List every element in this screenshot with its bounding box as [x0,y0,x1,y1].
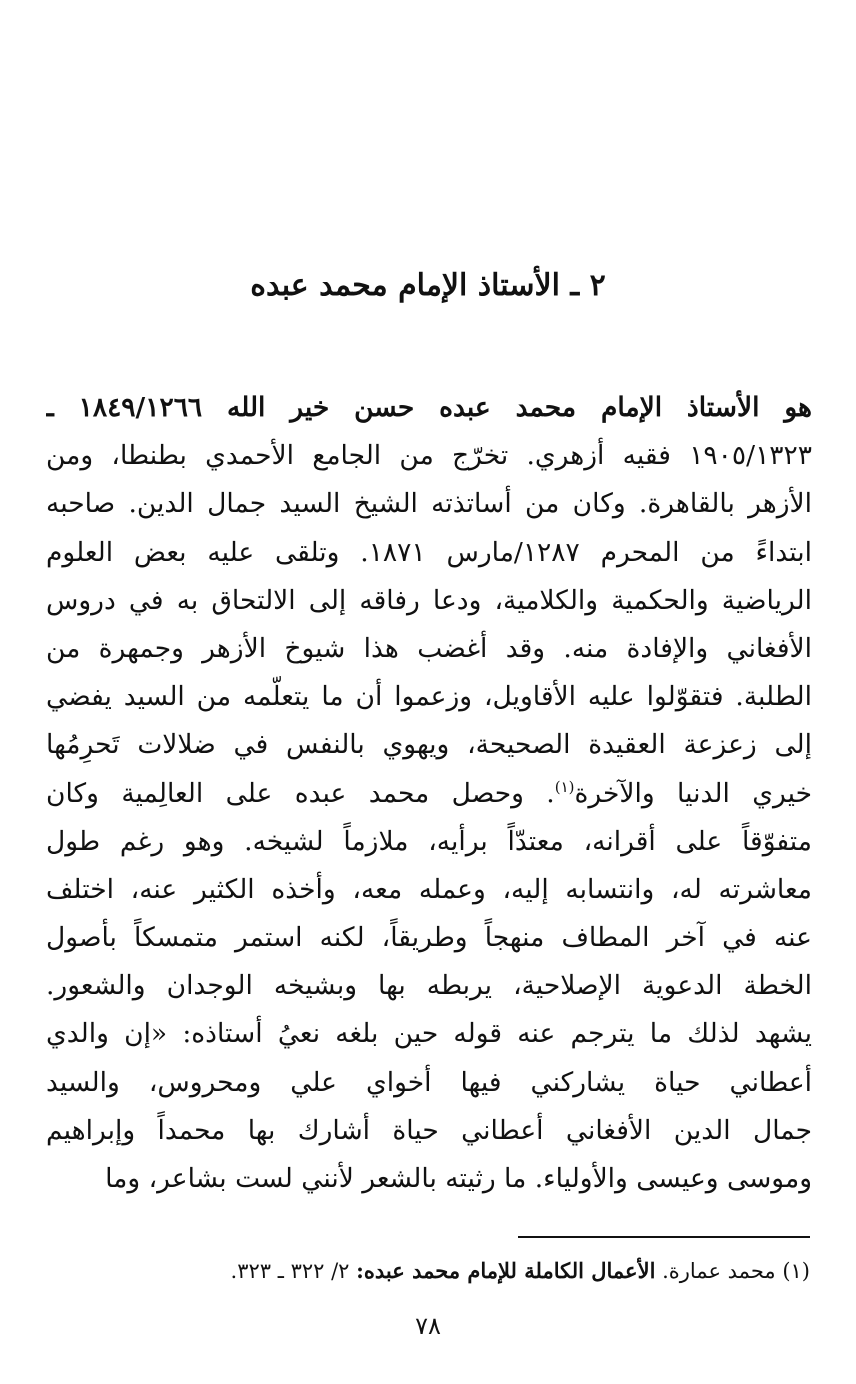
footnote-number: (١) [782,1259,810,1283]
body-line: معاشرته له، وانتسابه إليه، وعمله معه، وأخذه الكثير عنه، اختلف [46,873,812,905]
body-text-fragment: خيري الدنيا والآخرة [574,777,812,809]
chapter-heading: ٢ ـ الأستاذ الإمام محمد عبده [250,268,606,303]
footnote-work-title: الأعمال الكاملة للإمام محمد عبده: [356,1258,656,1283]
footnote-pages: ٢/ ٣٢٢ ـ ٣٢٣. [230,1259,350,1283]
body-line: الطلبة. فتقوّلوا عليه الأقاويل، وزعموا أن ما يتعلّمه من السيد يفضي [46,681,812,713]
footnote [44,1254,810,1288]
body-line: عنه في آخر المطاف منهجاً وطريقاً، لكنه استمر متمسكاً بأصول [46,922,812,954]
body-line: ١٩٠٥/١٣٢٣ فقيه أزهري. تخرّج من الجامع الأحمدي بطنطا، ومن [46,440,812,472]
body-line: يشهد لذلك ما يترجم عنه قوله حين بلغه نعيُ أستاذه: «إن والدي [46,1018,812,1050]
body-line [46,770,812,818]
body-line: ابتداءً من المحرم ١٢٨٧/مارس ١٨٧١. وتلقى عليه بعض العلوم [46,536,812,568]
body-line: الرياضية والحكمية والكلامية، ودعا رفاقه إلى الالتحاق به في دروس [46,584,812,616]
footnote-author: محمد عمارة. [662,1259,776,1283]
body-line: متفوّقاً على أقرانه، معتدّاً برأيه، ملازماً لشيخه. وهو رغم طول [46,825,812,857]
body-line [46,384,812,432]
body-text [46,384,812,1203]
body-line: إلى زعزعة العقيدة الصحيحة، ويهوي بالنفس في ضلالات تَحرِمُها [46,729,812,761]
footnote-reference[interactable]: (١) [554,777,575,796]
body-line: الخطة الدعوية الإصلاحية، يربطه بها وبشيخه الوجدان والشعور. [46,970,812,1002]
body-line: وموسى وعيسى والأولياء. ما رثيته بالشعر لأنني لست بشاعر، وما [105,1163,812,1194]
lead-sentence: هو الأستاذ الإمام محمد عبده حسن خير الله ١٨٤٩/١٢٦٦ ـ [46,392,812,423]
footnote-separator [518,1236,810,1238]
page-number: ٧٨ [415,1312,441,1340]
body-line: أعطاني حياة يشاركني فيها أخواي علي ومحروس، والسيد [46,1066,812,1098]
body-text-fragment: . وحصل محمد عبده على العالِمية وكان [46,777,555,809]
body-line: الأفغاني والإفادة منه. وقد أغضب هذا شيوخ الأزهر وجمهرة من [46,632,812,664]
body-line: الأزهر بالقاهرة. وكان من أساتذته الشيخ السيد جمال الدين. صاحبه [46,488,812,520]
body-line: جمال الدين الأفغاني أعطاني حياة أشارك بها محمداً وإبراهيم [46,1114,812,1146]
